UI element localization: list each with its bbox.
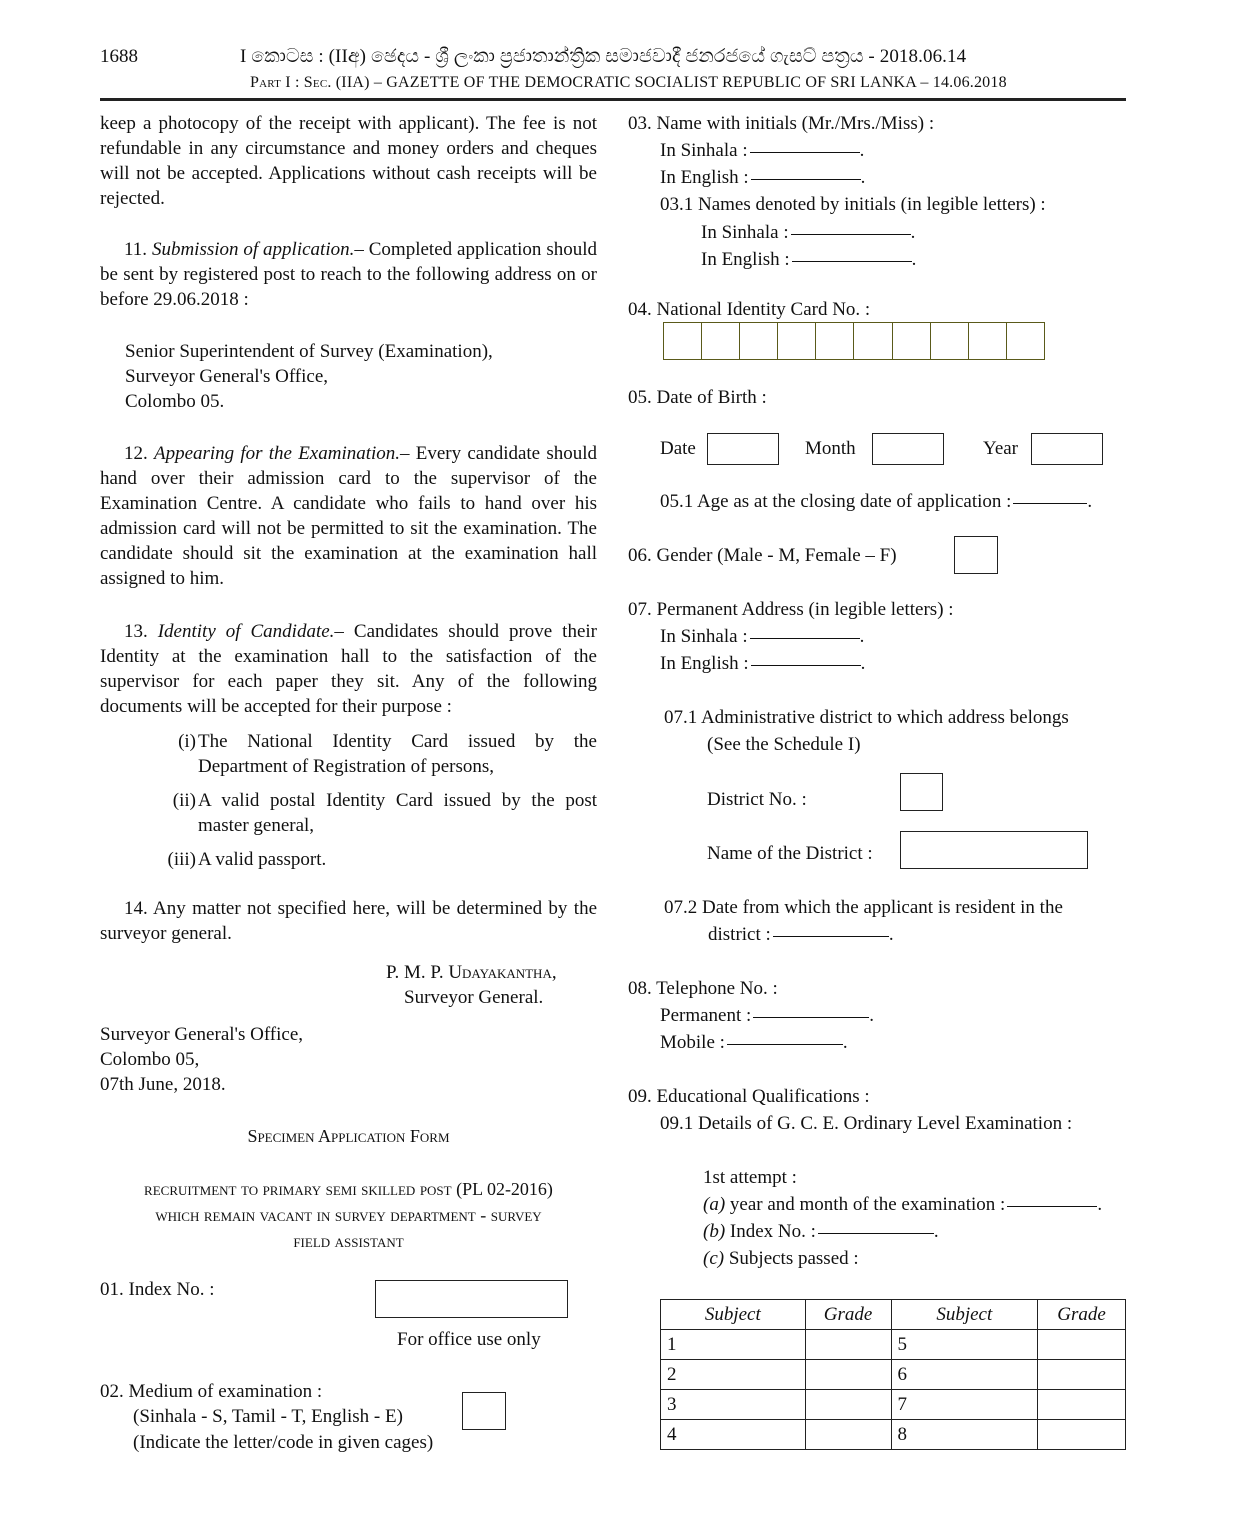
q09-1-label: 09.1 Details of G. C. E. Ordinary Level Examination : — [660, 1113, 1073, 1134]
q07-2-label: 07.2 Date from which the applicant is resident in the — [664, 897, 1063, 918]
q07-english: In English : . — [660, 653, 866, 674]
q03-1-english: In English : . — [701, 249, 917, 270]
dob-month-label: Month — [805, 438, 856, 459]
signatory-title: Surveyor General. — [404, 987, 544, 1008]
index-no-label: 01. Index No. : — [100, 1279, 215, 1300]
list-item: (iii) A valid passport. — [167, 849, 327, 870]
table-cell[interactable]: 8 — [891, 1420, 1038, 1450]
subjects-passed-label: (c) Subjects passed : — [703, 1248, 859, 1269]
table-row — [661, 1390, 1126, 1420]
district-no-box[interactable] — [900, 773, 943, 811]
table-cell[interactable] — [1038, 1420, 1126, 1450]
first-attempt-label: 1st attempt : — [703, 1167, 797, 1188]
office-line-2: Colombo 05, — [100, 1049, 200, 1070]
table-cell[interactable] — [1038, 1330, 1126, 1360]
district-name-label: Name of the District : — [707, 843, 873, 864]
q07-1-schedule: (See the Schedule I) — [707, 734, 861, 755]
telephone-mobile: Mobile : . — [660, 1032, 848, 1053]
address-line-3: Colombo 05. — [125, 391, 225, 412]
table-cell[interactable]: 5 — [891, 1330, 1038, 1360]
dob-date-label: Date — [660, 438, 696, 459]
paragraph-11 — [100, 237, 597, 312]
table-cell[interactable]: 7 — [891, 1390, 1038, 1420]
p13-text: – Candidates should prove their Identity at the examination hall to the satisfaction of the supervisor for each paper they sit. Any of the following documents will be accepted for their purpose : — [100, 621, 597, 717]
table-cell[interactable]: 4 — [661, 1420, 806, 1450]
q09-label: 09. Educational Qualifications : — [628, 1086, 870, 1107]
column-header: Grade — [1038, 1300, 1126, 1330]
q03-1-label: 03.1 Names denoted by initials (in legible letters) : — [660, 194, 1046, 215]
gazette-header-sinhala: I කොටස : (IIඅ) ඡෙදය - ශ්‍රී ලංකා ප්‍රජාතාන්ත්‍රික සමාජවාදී ජනරජයේ ගැසට් පත්‍රය - 2018.06.14 — [240, 46, 967, 67]
dob-year-label: Year — [983, 438, 1019, 459]
signatory-name: P. M. P. Udayakantha, — [386, 962, 557, 983]
table-header-row — [661, 1300, 1126, 1330]
medium-box[interactable] — [462, 1392, 506, 1430]
index-no-box[interactable] — [375, 1280, 568, 1318]
form-subtitle: recruitment to primary semi skilled post (PL 02-2016) which remain vacant in survey department - survey field assistant — [144, 1179, 553, 1251]
p11-text: – Completed application should be sent by registered post to reach to the following address on or before 29.06.2018 : — [100, 239, 597, 310]
office-block — [100, 1022, 303, 1097]
q08-label: 08. Telephone No. : — [628, 978, 778, 999]
gender-box[interactable] — [954, 536, 998, 574]
office-line-3: 07th June, 2018. — [100, 1074, 226, 1095]
table-cell[interactable] — [805, 1330, 891, 1360]
paragraph-fee-continuation: keep a photocopy of the receipt with applicant). The fee is not refundable in any circumstance and money orders and cheques will not be accepted. Applications without cash receipts will be rejected. — [100, 113, 597, 209]
p12-text: – Every candidate should hand over their admission card to the supervisor of the Examination Centre. A candidate who fails to hand over his admission card will not be permitted to sit the examination. The candidate should sit the examination at the examination hall assigned to him. — [100, 443, 597, 589]
q07-label: 07. Permanent Address (in legible letters) : — [628, 599, 954, 620]
paragraph-12 — [100, 441, 597, 591]
p13-title: Identity of Candidate. — [157, 621, 335, 642]
table-cell[interactable] — [805, 1420, 891, 1450]
table-cell[interactable] — [1038, 1390, 1126, 1420]
column-header: Grade — [805, 1300, 891, 1330]
dob-year-box[interactable] — [1031, 433, 1103, 465]
table-cell[interactable]: 2 — [661, 1360, 806, 1390]
address-line-2: Surveyor General's Office, — [125, 366, 329, 387]
p12-title: Appearing for the Examination. — [153, 443, 401, 464]
list-item: (ii) A valid postal Identity Card issued by the post master general, — [172, 790, 597, 836]
paragraph-14: 14. Any matter not specified here, will be determined by the surveyor general. — [100, 898, 597, 944]
q03-english: In English : . — [660, 167, 866, 188]
paragraph-13 — [100, 619, 597, 719]
form-title: Specimen Application Form — [247, 1126, 450, 1146]
q05-1-age: 05.1 Age as at the closing date of application : . — [660, 491, 1093, 512]
p12-number: 12. — [124, 443, 148, 464]
q03-label: 03. Name with initials (Mr./Mrs./Miss) : — [628, 113, 935, 134]
telephone-permanent: Permanent : . — [660, 1005, 875, 1026]
p13-number: 13. — [124, 621, 148, 642]
q07-2-district: district : . — [708, 924, 894, 945]
medium-instruction: (Indicate the letter/code in given cages) — [133, 1432, 434, 1453]
subjects-grade-table — [660, 1299, 1126, 1450]
q04-label: 04. National Identity Card No. : — [628, 299, 871, 320]
column-header: Subject — [661, 1300, 806, 1330]
office-line-1: Surveyor General's Office, — [100, 1024, 304, 1045]
q07-1-label: 07.1 Administrative district to which address belongs — [664, 707, 1069, 728]
q05-label: 05. Date of Birth : — [628, 387, 767, 408]
dob-month-box[interactable] — [872, 433, 944, 465]
page-number: 1688 — [100, 46, 138, 67]
table-cell[interactable]: 3 — [661, 1390, 806, 1420]
table-row — [661, 1330, 1126, 1360]
exam-index-no: (b) Index No. : . — [703, 1221, 939, 1242]
address-line-1: Senior Superintendent of Survey (Examination), — [125, 341, 493, 362]
p11-title: Submission of application. — [151, 239, 355, 260]
office-use-note: For office use only — [397, 1329, 541, 1350]
medium-codes: (Sinhala - S, Tamil - T, English - E) — [133, 1406, 403, 1427]
district-no-label: District No. : — [707, 789, 807, 810]
address-block — [125, 339, 493, 414]
column-header: Subject — [891, 1300, 1038, 1330]
nic-number-boxes[interactable] — [663, 322, 1045, 360]
table-cell[interactable] — [805, 1390, 891, 1420]
table-cell[interactable] — [1038, 1360, 1126, 1390]
q03-sinhala: In Sinhala : . — [660, 140, 865, 161]
q06-gender-label: 06. Gender (Male - M, Female – F) — [628, 545, 897, 566]
table-row — [661, 1420, 1126, 1450]
q03-1-sinhala: In Sinhala : . — [701, 222, 916, 243]
medium-label: 02. Medium of examination : — [100, 1381, 323, 1402]
table-cell[interactable] — [805, 1360, 891, 1390]
header-rule — [100, 98, 1126, 101]
p11-number: 11. — [124, 239, 148, 260]
exam-year-month: (a) year and month of the examination : . — [703, 1194, 1103, 1215]
table-cell[interactable]: 1 — [661, 1330, 806, 1360]
identity-documents-list — [150, 729, 597, 872]
district-name-box[interactable] — [900, 831, 1088, 869]
list-item: (i) The National Identity Card issued by the Department of Registration of persons, — [178, 731, 597, 777]
q07-sinhala: In Sinhala : . — [660, 626, 865, 647]
gazette-header-english: Part I : Sec. (IIA) – GAZETTE OF THE DEMOCRATIC SOCIALIST REPUBLIC OF SRI LANKA – 14.06.2018 — [250, 74, 1007, 91]
table-cell[interactable]: 6 — [891, 1360, 1038, 1390]
table-row — [661, 1360, 1126, 1390]
dob-date-box[interactable] — [707, 433, 779, 465]
